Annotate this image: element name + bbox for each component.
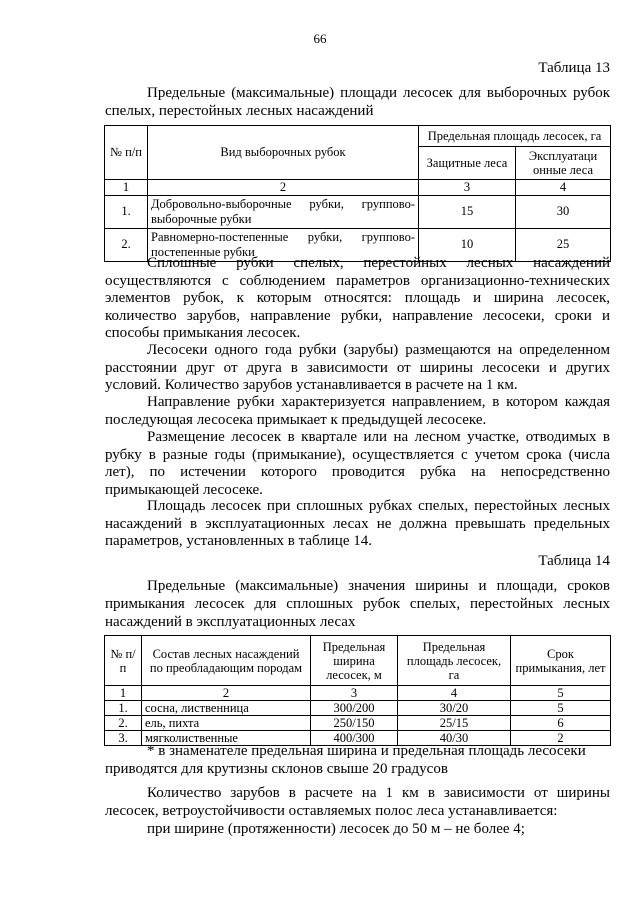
t13-header-area: Предельная площадь лесосек, га bbox=[419, 126, 611, 147]
table14-caption: Предельные (максимальные) значения ширины и площади, сроков примыкания лесосек для сплошных рубок спелых, перестойных лесных насаждений в эксплуатационных лесах bbox=[105, 578, 610, 630]
t14-cell-composition: сосна, лиственница bbox=[142, 701, 311, 716]
t14-cell-composition: мягколиственные bbox=[142, 731, 311, 746]
t14-cell-num: 3. bbox=[105, 731, 142, 746]
t13-header-num: № п/п bbox=[105, 126, 148, 180]
paragraph: Площадь лесосек при сплошных рубках спелых, перестойных лесных насаждений в эксплуатационных лесах не должна превышать предельных параметров, установленных в таблице 14. bbox=[105, 498, 610, 550]
page-number: 66 bbox=[313, 31, 327, 46]
t14-cell-num: 1. bbox=[105, 701, 142, 716]
t14-cell-area: 40/30 bbox=[398, 731, 511, 746]
t13-cell-protective: 10 bbox=[419, 228, 516, 261]
table-row bbox=[105, 716, 611, 731]
table14-footnote-line2: приводятся для крутизны склонов свыше 20 градусов bbox=[105, 761, 448, 777]
t13-cell-num: 2. bbox=[105, 228, 148, 261]
t13-cell-type: Добровольно-выборочные рубки, группово-выборочные рубки bbox=[148, 195, 419, 228]
t13-cell-num: 1. bbox=[105, 195, 148, 228]
t14-cell-area: 30/20 bbox=[398, 701, 511, 716]
paragraph: Лесосеки одного года рубки (зарубы) размещаются на определенном расстоянии друг от друга в зависимости от ширины лесосеки и других условий. Количество зарубов устанавливается в расчете на 1 км. bbox=[105, 342, 610, 394]
t13-cell-type: Равномерно-постепенные рубки, группово-постепенные рубки bbox=[148, 228, 419, 261]
paragraph: Количество зарубов в расчете на 1 км в зависимости от ширины лесосек, ветроустойчивости оставляемых полос леса устанавливается: bbox=[105, 785, 610, 819]
t13-colnum: 4 bbox=[516, 180, 611, 196]
t13-colnum: 2 bbox=[148, 180, 419, 196]
t13-header-protective: Защитные леса bbox=[419, 147, 516, 180]
t14-colnum: 2 bbox=[142, 686, 311, 701]
t14-colnum: 4 bbox=[398, 686, 511, 701]
t14-cell-term: 5 bbox=[511, 701, 611, 716]
t14-colnum: 3 bbox=[311, 686, 398, 701]
paragraph: Направление рубки характеризуется направлением, в котором каждая последующая лесосека примыкает к предыдущей лесосеке. bbox=[105, 394, 610, 428]
t13-colnum: 1 bbox=[105, 180, 148, 196]
table14-label: Таблица 14 bbox=[538, 553, 610, 569]
t14-header-num: № п/п bbox=[105, 636, 142, 686]
t13-header-type: Вид выборочных рубок bbox=[148, 126, 419, 180]
table13-caption: Предельные (максимальные) площади лесосек для выборочных рубок спелых, перестойных лесных насаждений bbox=[105, 85, 610, 119]
table14 bbox=[104, 635, 611, 746]
paragraph: Сплошные рубки спелых, перестойных лесных насаждений осуществляются с соблюдением параметров организационно-технических элементов рубок, к которым относятся: площадь и ширина лесосек, количество зарубов, направление рубки, направление лесосеки, сроки и способы примыкания лесосек. bbox=[105, 255, 610, 342]
t14-header-width: Предельная ширина лесосек, м bbox=[311, 636, 398, 686]
table13-label: Таблица 13 bbox=[538, 60, 610, 76]
t14-cell-area: 25/15 bbox=[398, 716, 511, 731]
t14-colnum: 1 bbox=[105, 686, 142, 701]
t14-cell-num: 2. bbox=[105, 716, 142, 731]
t14-cell-term: 6 bbox=[511, 716, 611, 731]
t14-cell-width: 400/300 bbox=[311, 731, 398, 746]
t13-colnum: 3 bbox=[419, 180, 516, 196]
t14-cell-composition: ель, пихта bbox=[142, 716, 311, 731]
table13 bbox=[104, 125, 611, 262]
table-row bbox=[105, 195, 611, 228]
t14-header-composition: Состав лесных насаждений по преобладающим породам bbox=[142, 636, 311, 686]
t14-colnum: 5 bbox=[511, 686, 611, 701]
t14-cell-width: 300/200 bbox=[311, 701, 398, 716]
t14-cell-width: 250/150 bbox=[311, 716, 398, 731]
table-row bbox=[105, 701, 611, 716]
t13-cell-exploitation: 30 bbox=[516, 195, 611, 228]
t14-header-term: Срок примыкания, лет bbox=[511, 636, 611, 686]
t13-cell-exploitation: 25 bbox=[516, 228, 611, 261]
t13-cell-protective: 15 bbox=[419, 195, 516, 228]
paragraph: при ширине (протяженности) лесосек до 50 м – не более 4; bbox=[147, 821, 525, 837]
t14-cell-term: 2 bbox=[511, 731, 611, 746]
table14-footnote-line1: * в знаменателе предельная ширина и предельная площадь лесосеки bbox=[147, 743, 586, 759]
t14-header-area: Предельная площадь лесосек, га bbox=[398, 636, 511, 686]
t13-header-exploitation: Эксплуатаци онные леса bbox=[516, 147, 611, 180]
paragraph: Размещение лесосек в квартале или на лесном участке, отводимых в рубку в разные годы (примыкание), осуществляется с учетом срока (числа лет), по истечении которого проводится рубка на непосредственно примыкающей лесосеке. bbox=[105, 429, 610, 498]
